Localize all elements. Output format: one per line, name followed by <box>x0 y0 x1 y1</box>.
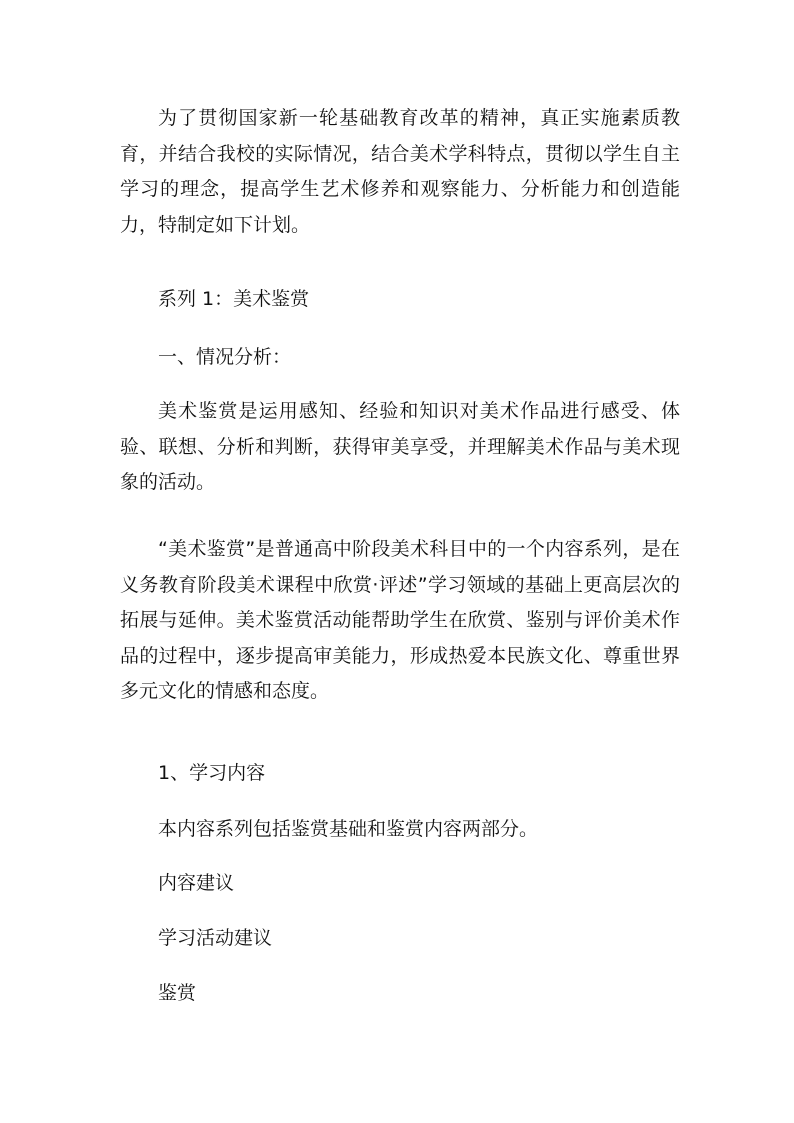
section-title-series-1: 系列 1：美术鉴赏 <box>158 288 310 310</box>
paragraph-art-appreciation-definition: 美术鉴赏是运用感知、经验和知识对美术作品进行感受、体验、联想、分析和判断，获得审美享受，并理解美术作品与美术现象的活动。 <box>120 400 680 493</box>
label-appreciation: 鉴赏 <box>158 982 197 1004</box>
intro-paragraph: 为了贯彻国家新一轮基础教育改革的精神，真正实施素质教育，并结合我校的实际情况，结合美术学科特点，贯彻以学生自主学习的理念，提高学生艺术修养和观察能力、分析能力和创造能力，特制定如下计划。 <box>120 107 680 236</box>
label-content-suggestions: 内容建议 <box>158 872 235 894</box>
heading-learning-content: 1、学习内容 <box>158 762 266 784</box>
label-learning-activity-suggestions: 学习活动建议 <box>158 927 273 949</box>
heading-situation-analysis: 一、情况分析： <box>158 346 292 368</box>
paragraph-art-appreciation-series: “美术鉴赏”是普通高中阶段美术科目中的一个内容系列，是在义务教育阶段美术课程中欣赏·评述”学习领域的基础上更高层次的拓展与延伸。美术鉴赏活动能帮助学生在欣赏、鉴别与评价美术作品的过程中，逐步提高审美能力，形成热爱本民族文化、尊重世界多元文化的情感和态度。 <box>120 538 680 702</box>
paragraph-content-parts: 本内容系列包括鉴赏基础和鉴赏内容两部分。 <box>158 818 539 840</box>
